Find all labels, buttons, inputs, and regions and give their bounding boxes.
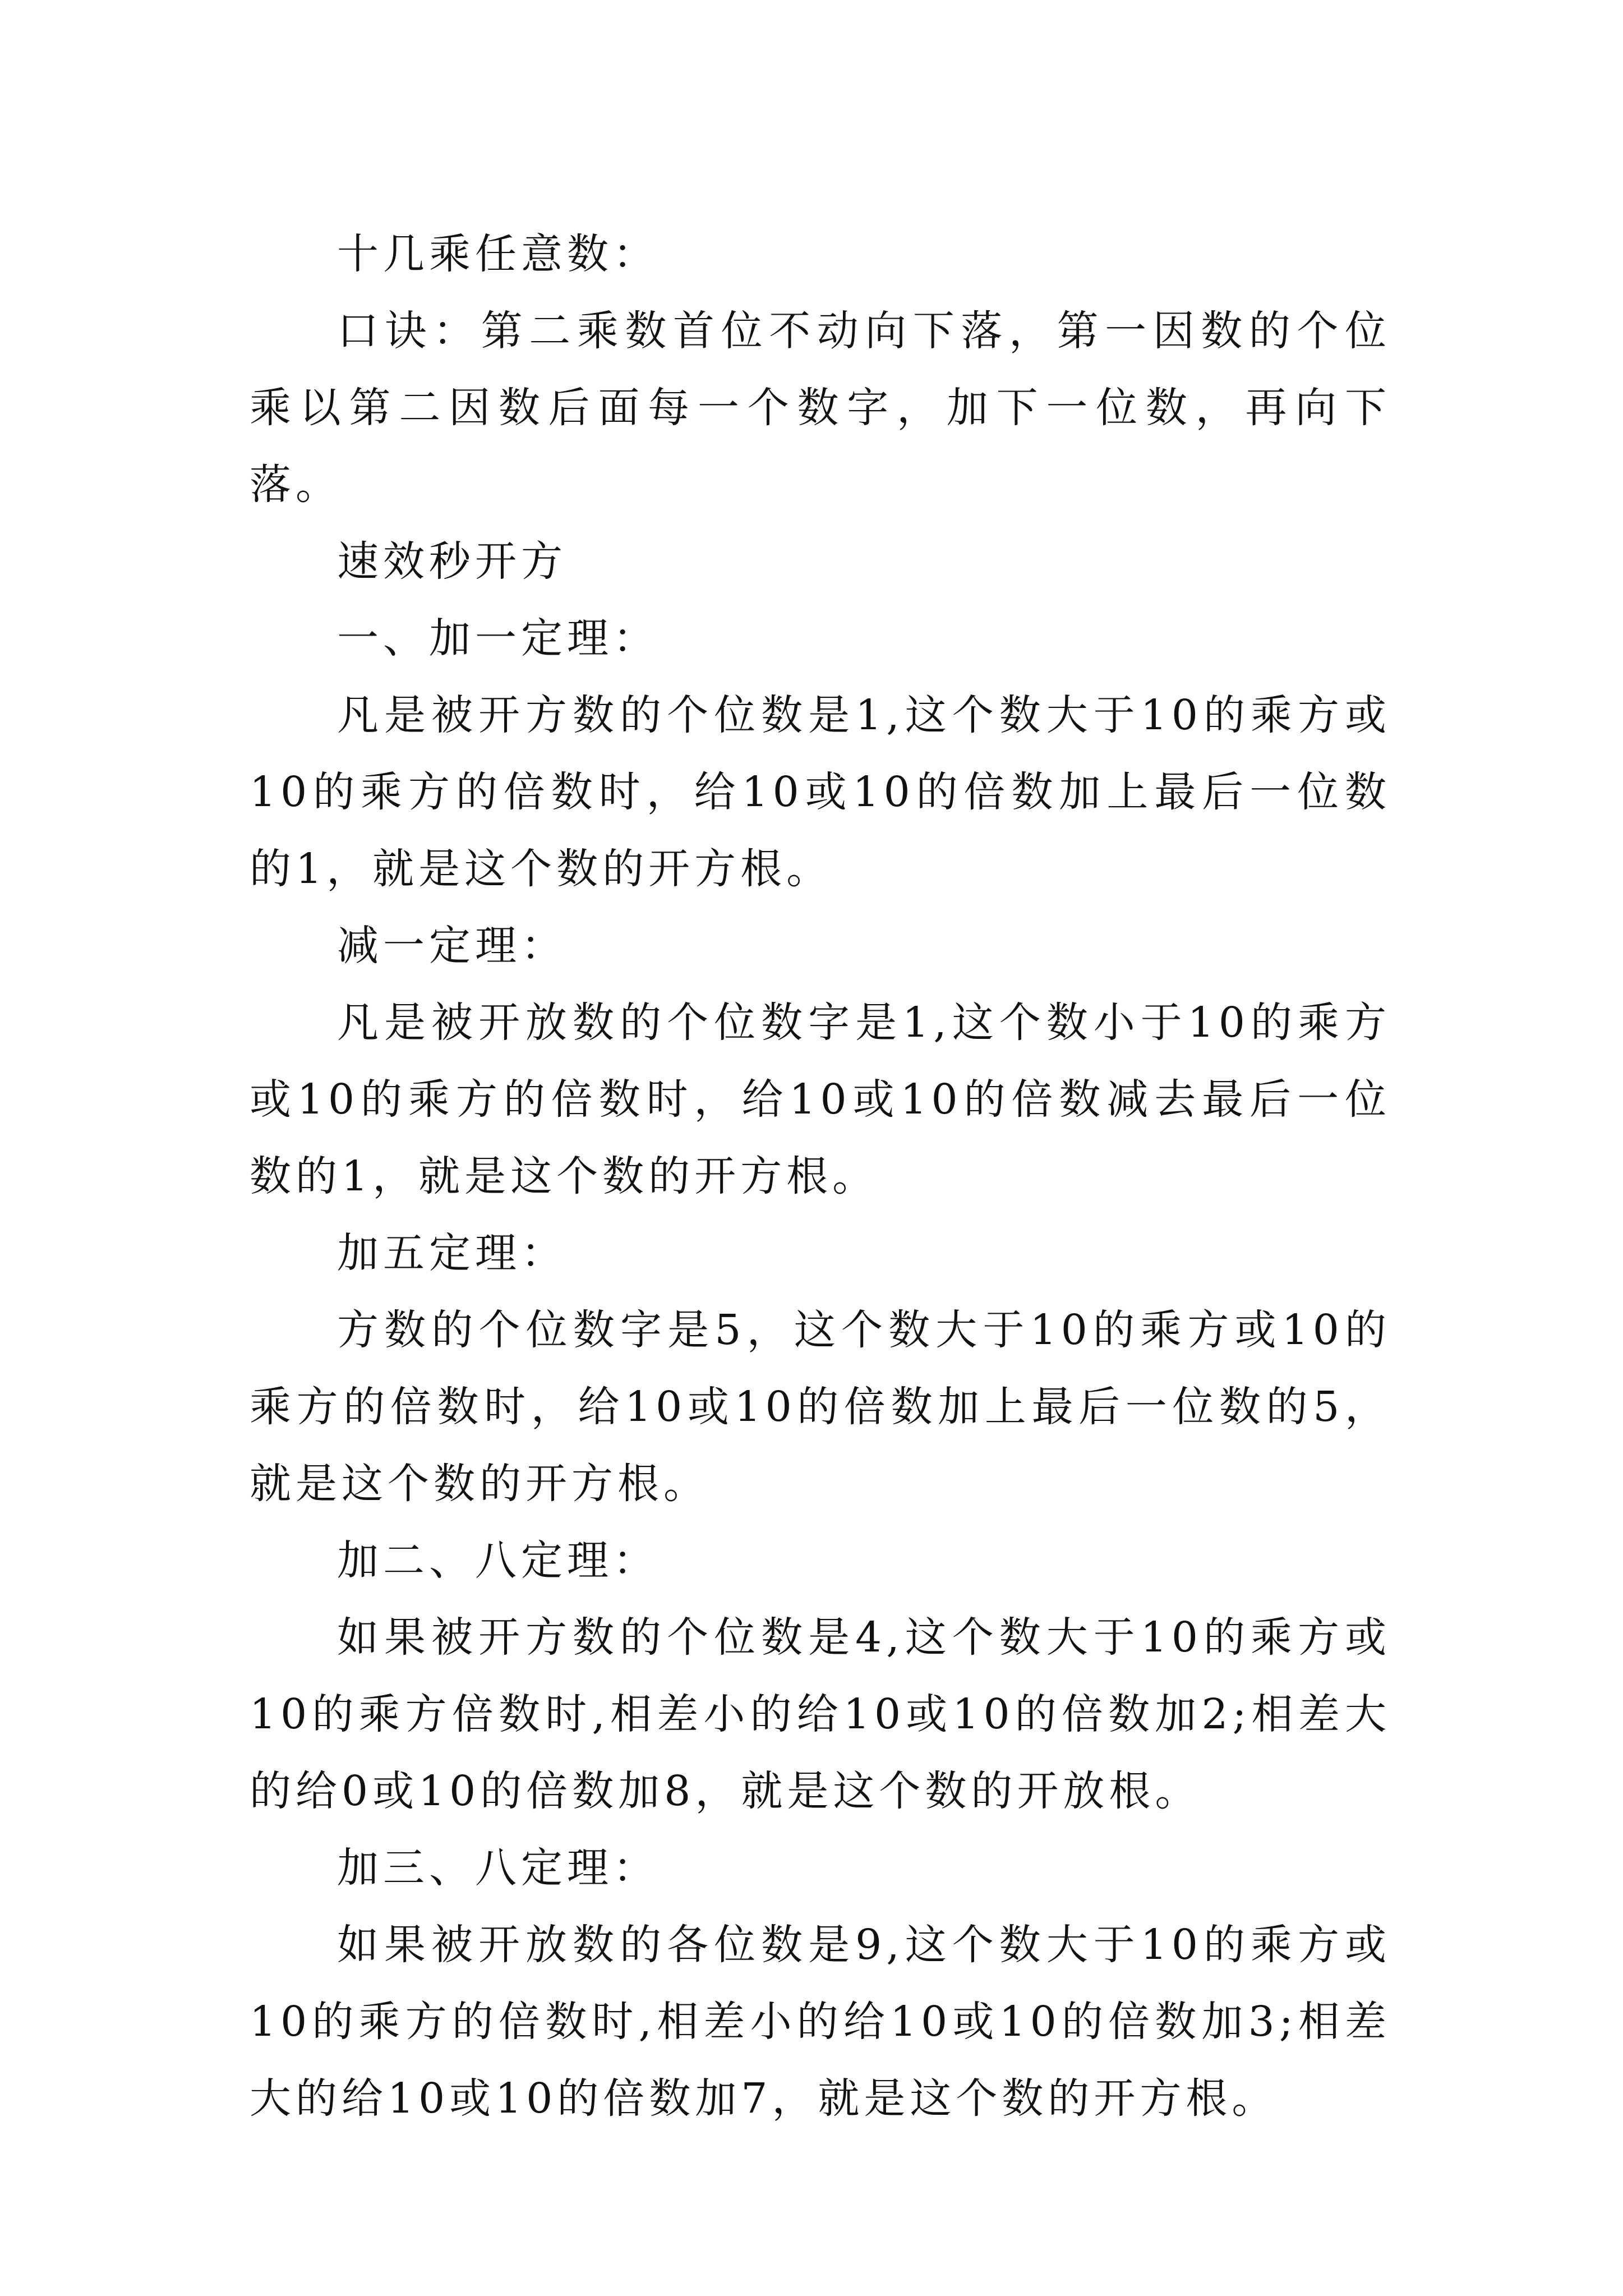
heading-add-two-eight-theorem: 加二、八定理： [337, 1536, 659, 1585]
paragraph-mnemonic: 口诀：第二乘数首位不动向下落，第一因数的个位乘以第二因数后面每一个数字，加下一位数，再向下落。 [250, 307, 1391, 509]
paragraph-add-five-theorem: 方数的个位数字是5，这个数大于10的乘方或10的乘方的倍数时，给10或10的倍数加上最后一位数的5，就是这个数的开方根。 [250, 1306, 1391, 1508]
section-heading-teens-multiplication: 十几乘任意数： [337, 230, 659, 278]
paragraph-add-two-eight-theorem: 如果被开方数的个位数是4,这个数大于10的乘方或10的乘方倍数时,相差小的给10或10的倍数加2;相差大的给0或10的倍数加8，就是这个数的开放根。 [250, 1613, 1391, 1815]
section-heading-quick-square-root: 速效秒开方 [337, 537, 567, 586]
paragraph-subtract-one-theorem: 凡是被开放数的个位数字是1,这个数小于10的乘方或10的乘方的倍数时，给10或10的倍数减去最后一位数的1，就是这个数的开方根。 [250, 999, 1391, 1200]
paragraph-add-one-theorem: 凡是被开方数的个位数是1,这个数大于10的乘方或10的乘方的倍数时，给10或10的倍数加上最后一位数的1，就是这个数的开方根。 [250, 691, 1391, 893]
document-body [250, 216, 1391, 2137]
paragraph-add-three-eight-theorem: 如果被开放数的各位数是9,这个数大于10的乘方或10的乘方的倍数时,相差小的给10或10的倍数加3;相差大的给10或10的倍数加7，就是这个数的开方根。 [250, 1921, 1391, 2123]
heading-subtract-one-theorem: 减一定理： [337, 922, 567, 970]
heading-add-one-theorem: 一、加一定理： [337, 614, 659, 662]
heading-add-three-eight-theorem: 加三、八定理： [337, 1844, 659, 1892]
heading-add-five-theorem: 加五定理： [337, 1229, 567, 1277]
